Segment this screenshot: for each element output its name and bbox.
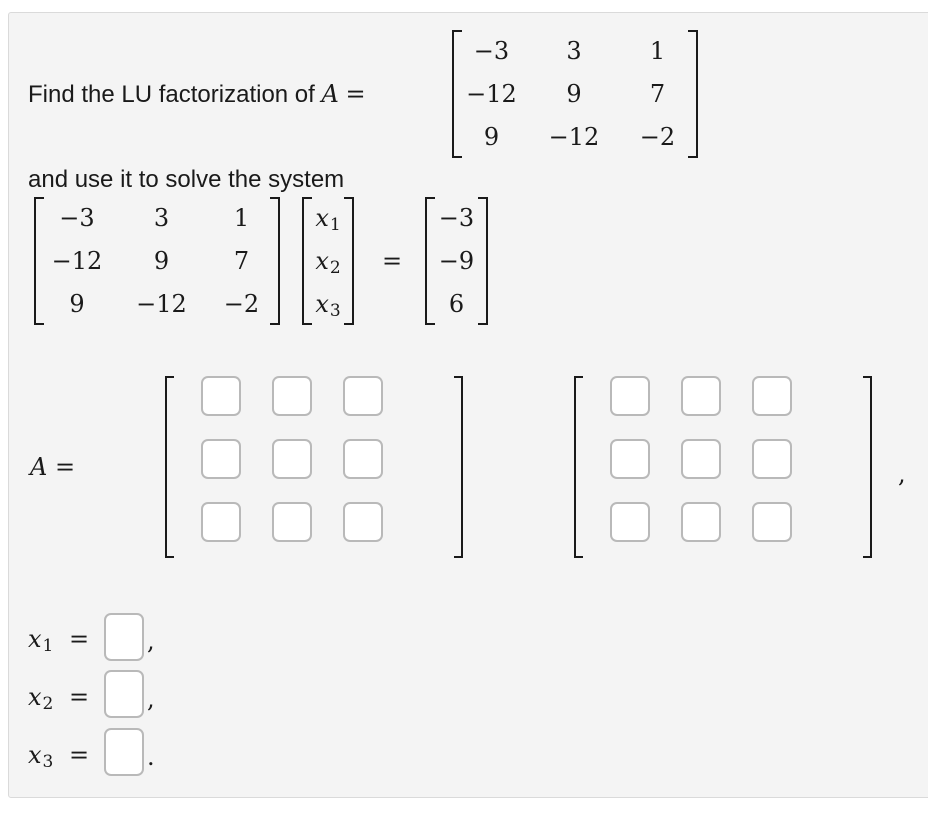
matrix-a-cell: 1 bbox=[649, 37, 666, 66]
u-matrix-input-2-3[interactable] bbox=[752, 439, 792, 479]
u-matrix-input-2-1[interactable] bbox=[610, 439, 650, 479]
l-matrix-input-1-2[interactable] bbox=[272, 376, 312, 416]
x2-comma: , bbox=[147, 685, 155, 713]
x2-equals: = bbox=[69, 683, 90, 711]
system-matrix-cell: 9 bbox=[69, 289, 85, 318]
l-matrix-input-2-2[interactable] bbox=[272, 439, 312, 479]
equals-sign: = bbox=[345, 80, 366, 108]
u-matrix-input-grid bbox=[610, 376, 792, 542]
system-matrix-cell: 7 bbox=[233, 246, 250, 275]
matrix-a-cell: −12 bbox=[548, 122, 600, 151]
answer-a-label bbox=[30, 453, 75, 481]
intro-label: Find the LU factorization of bbox=[28, 81, 315, 108]
trailing-comma: , bbox=[898, 460, 906, 488]
l-matrix-right-bracket bbox=[454, 376, 463, 558]
l-matrix-input-3-3[interactable] bbox=[343, 502, 383, 542]
u-matrix-input-2-2[interactable] bbox=[681, 439, 721, 479]
l-matrix-input-1-1[interactable] bbox=[201, 376, 241, 416]
l-matrix-input-1-3[interactable] bbox=[343, 376, 383, 416]
l-matrix-left-bracket bbox=[165, 376, 174, 558]
x1-equals: = bbox=[69, 625, 90, 653]
u-matrix-input-1-3[interactable] bbox=[752, 376, 792, 416]
x2-label: x2 = bbox=[28, 683, 90, 714]
intro-text bbox=[28, 80, 366, 109]
matrix-a-display bbox=[452, 30, 698, 158]
u-matrix-right-bracket bbox=[863, 376, 872, 558]
matrix-a-cell: 9 bbox=[566, 79, 582, 108]
x1-input[interactable] bbox=[104, 613, 144, 661]
matrix-a-cell: −12 bbox=[466, 79, 517, 108]
u-matrix-input-1-2[interactable] bbox=[681, 376, 721, 416]
answer-equals-sign: = bbox=[54, 453, 76, 481]
matrix-a-symbol: A bbox=[321, 80, 339, 108]
system-matrix-cell: −2 bbox=[223, 289, 260, 318]
system-text: and use it to solve the system bbox=[28, 166, 345, 193]
matrix-a-cell: 9 bbox=[483, 122, 500, 151]
u-matrix-input-3-2[interactable] bbox=[681, 502, 721, 542]
x3-label: x3 = bbox=[28, 741, 90, 772]
matrix-a-cell: −2 bbox=[639, 122, 676, 151]
answer-a-symbol: A bbox=[30, 453, 48, 481]
system-matrix-cell: 1 bbox=[233, 204, 250, 233]
l-matrix-input-2-1[interactable] bbox=[201, 439, 241, 479]
u-matrix-input-1-1[interactable] bbox=[610, 376, 650, 416]
u-matrix-left-bracket bbox=[574, 376, 583, 558]
system-matrix-cell: −12 bbox=[51, 246, 103, 275]
system-matrix-a bbox=[34, 197, 280, 325]
system-x-vector bbox=[302, 197, 354, 325]
x1-comma: , bbox=[147, 627, 155, 655]
b-vector-entry: 6 bbox=[448, 289, 465, 318]
x-vector-entry: x1 bbox=[315, 204, 341, 236]
u-matrix-input-3-3[interactable] bbox=[752, 502, 792, 542]
x3-input[interactable] bbox=[104, 728, 144, 776]
b-vector-entry: −9 bbox=[438, 246, 475, 275]
system-matrix-cell: −12 bbox=[136, 289, 187, 318]
system-b-vector bbox=[425, 197, 488, 325]
matrix-a-cell: 3 bbox=[566, 37, 582, 66]
x-vector-entry: x3 bbox=[315, 289, 341, 321]
l-matrix-input-3-1[interactable] bbox=[201, 502, 241, 542]
matrix-a-cell: 7 bbox=[649, 79, 666, 108]
l-matrix-input-grid bbox=[201, 376, 383, 542]
b-vector-entry: −3 bbox=[438, 204, 475, 233]
x2-input[interactable] bbox=[104, 670, 144, 718]
system-equals-sign: = bbox=[382, 247, 403, 275]
matrix-a-cell: −3 bbox=[473, 37, 510, 66]
x1-label: x1 = bbox=[28, 625, 90, 656]
l-matrix-input-2-3[interactable] bbox=[343, 439, 383, 479]
x3-period: . bbox=[147, 743, 155, 771]
x-vector-entry: x2 bbox=[315, 246, 341, 278]
system-matrix-cell: 9 bbox=[153, 246, 170, 275]
system-matrix-cell: −3 bbox=[59, 204, 95, 233]
l-matrix-input-3-2[interactable] bbox=[272, 502, 312, 542]
x3-equals: = bbox=[69, 741, 90, 769]
u-matrix-input-3-1[interactable] bbox=[610, 502, 650, 542]
system-matrix-cell: 3 bbox=[153, 204, 170, 233]
